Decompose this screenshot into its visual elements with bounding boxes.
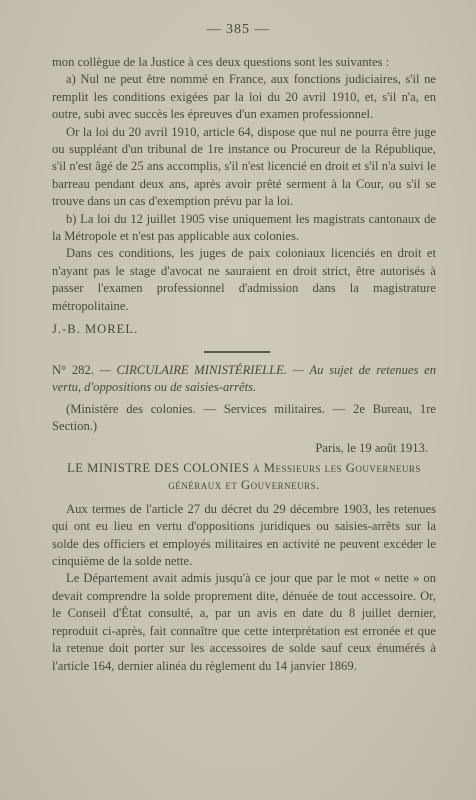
circular-paragraph: Aux termes de l'article 27 du décret du 29 décembre 1903, les retenues qui ont eu lieu en vertu d'oppositions juridiques ou saisies-arrêts sur la solde des officiers et employés militaires en activité ne peuvent excéder le cinquième de la solde nette. — [52, 501, 436, 569]
circular-title: — CIRCULAIRE MINISTÉRIELLE. — Au sujet de retenues en vertu, d'oppositions ou de saisies-arrêts. — [52, 363, 436, 395]
intro-paragraph: Or la loi du 20 avril 1910, article 64, dispose que nul ne pourra être juge ou suppléant d'un tribunal de 1re instance ou Procureur de la République, s'il n'est âgé de 25 ans accomplis, s'il n'est licencié en droit et s'il n'a suivi le barreau pendant deux ans, après avoir prêté serment à la Cour, ou s'il se trouve dans un cas d'exemption prévu par la loi. — [52, 124, 436, 209]
intro-paragraph: mon collègue de la Justice à ces deux questions sont les suivantes : — [52, 55, 390, 69]
circular-section — [52, 362, 436, 675]
page-number: — 385 — — [206, 22, 270, 37]
circular-number: N° 282. — [52, 363, 94, 377]
circular-heading — [52, 362, 436, 397]
circular-date: Paris, le 19 août 1913. — [315, 440, 428, 455]
circular-paragraph: Le Département avait admis jusqu'à ce jour que par le mot « nette » on devait comprendre la solde proprement dite, dénuée de tout accessoire. Or, le Conseil d'État consulté, a, par un avis en date du 8 juillet dernier, reproduit ci-après, fait connaître que cette interprétation est erronée et que la retenue doit porter sur les accessoires de solde sauf ceux énumérés à l'article 164, dernier alinéa du règlement du 14 janvier 1869. — [52, 571, 436, 673]
intro-paragraph: a) Nul ne peut être nommé en France, aux fonctions judiciaires, s'il ne remplit les conditions exigées par la loi du 20 avril 1910, et, s'il n'a, en outre, subi avec succès les épreuves d'un examen professionnel. — [52, 72, 436, 122]
section-divider — [204, 351, 270, 353]
intro-paragraph: b) La loi du 12 juillet 1905 vise uniquement les magistrats cantonaux de la Métropole et n'est pas applicable aux colonies. — [52, 211, 436, 244]
circular-address: LE MINISTRE DES COLONIES à Messieurs les Gouverneurs généraux et Gouverneurs. — [67, 461, 421, 493]
signature: J.-B. MOREL. — [52, 322, 139, 337]
circular-origin: (Ministère des colonies. — Services militaires. — 2e Bureau, 1re Section.) — [52, 401, 436, 434]
intro-section — [52, 54, 436, 339]
intro-paragraph: Dans ces conditions, les juges de paix coloniaux licenciés en droit et n'ayant pas le stage d'avocat ne sauraient en droit strict, être autorisés à passer l'examen professionnel d'admission dans la magistrature métropolitaine. — [52, 246, 436, 313]
